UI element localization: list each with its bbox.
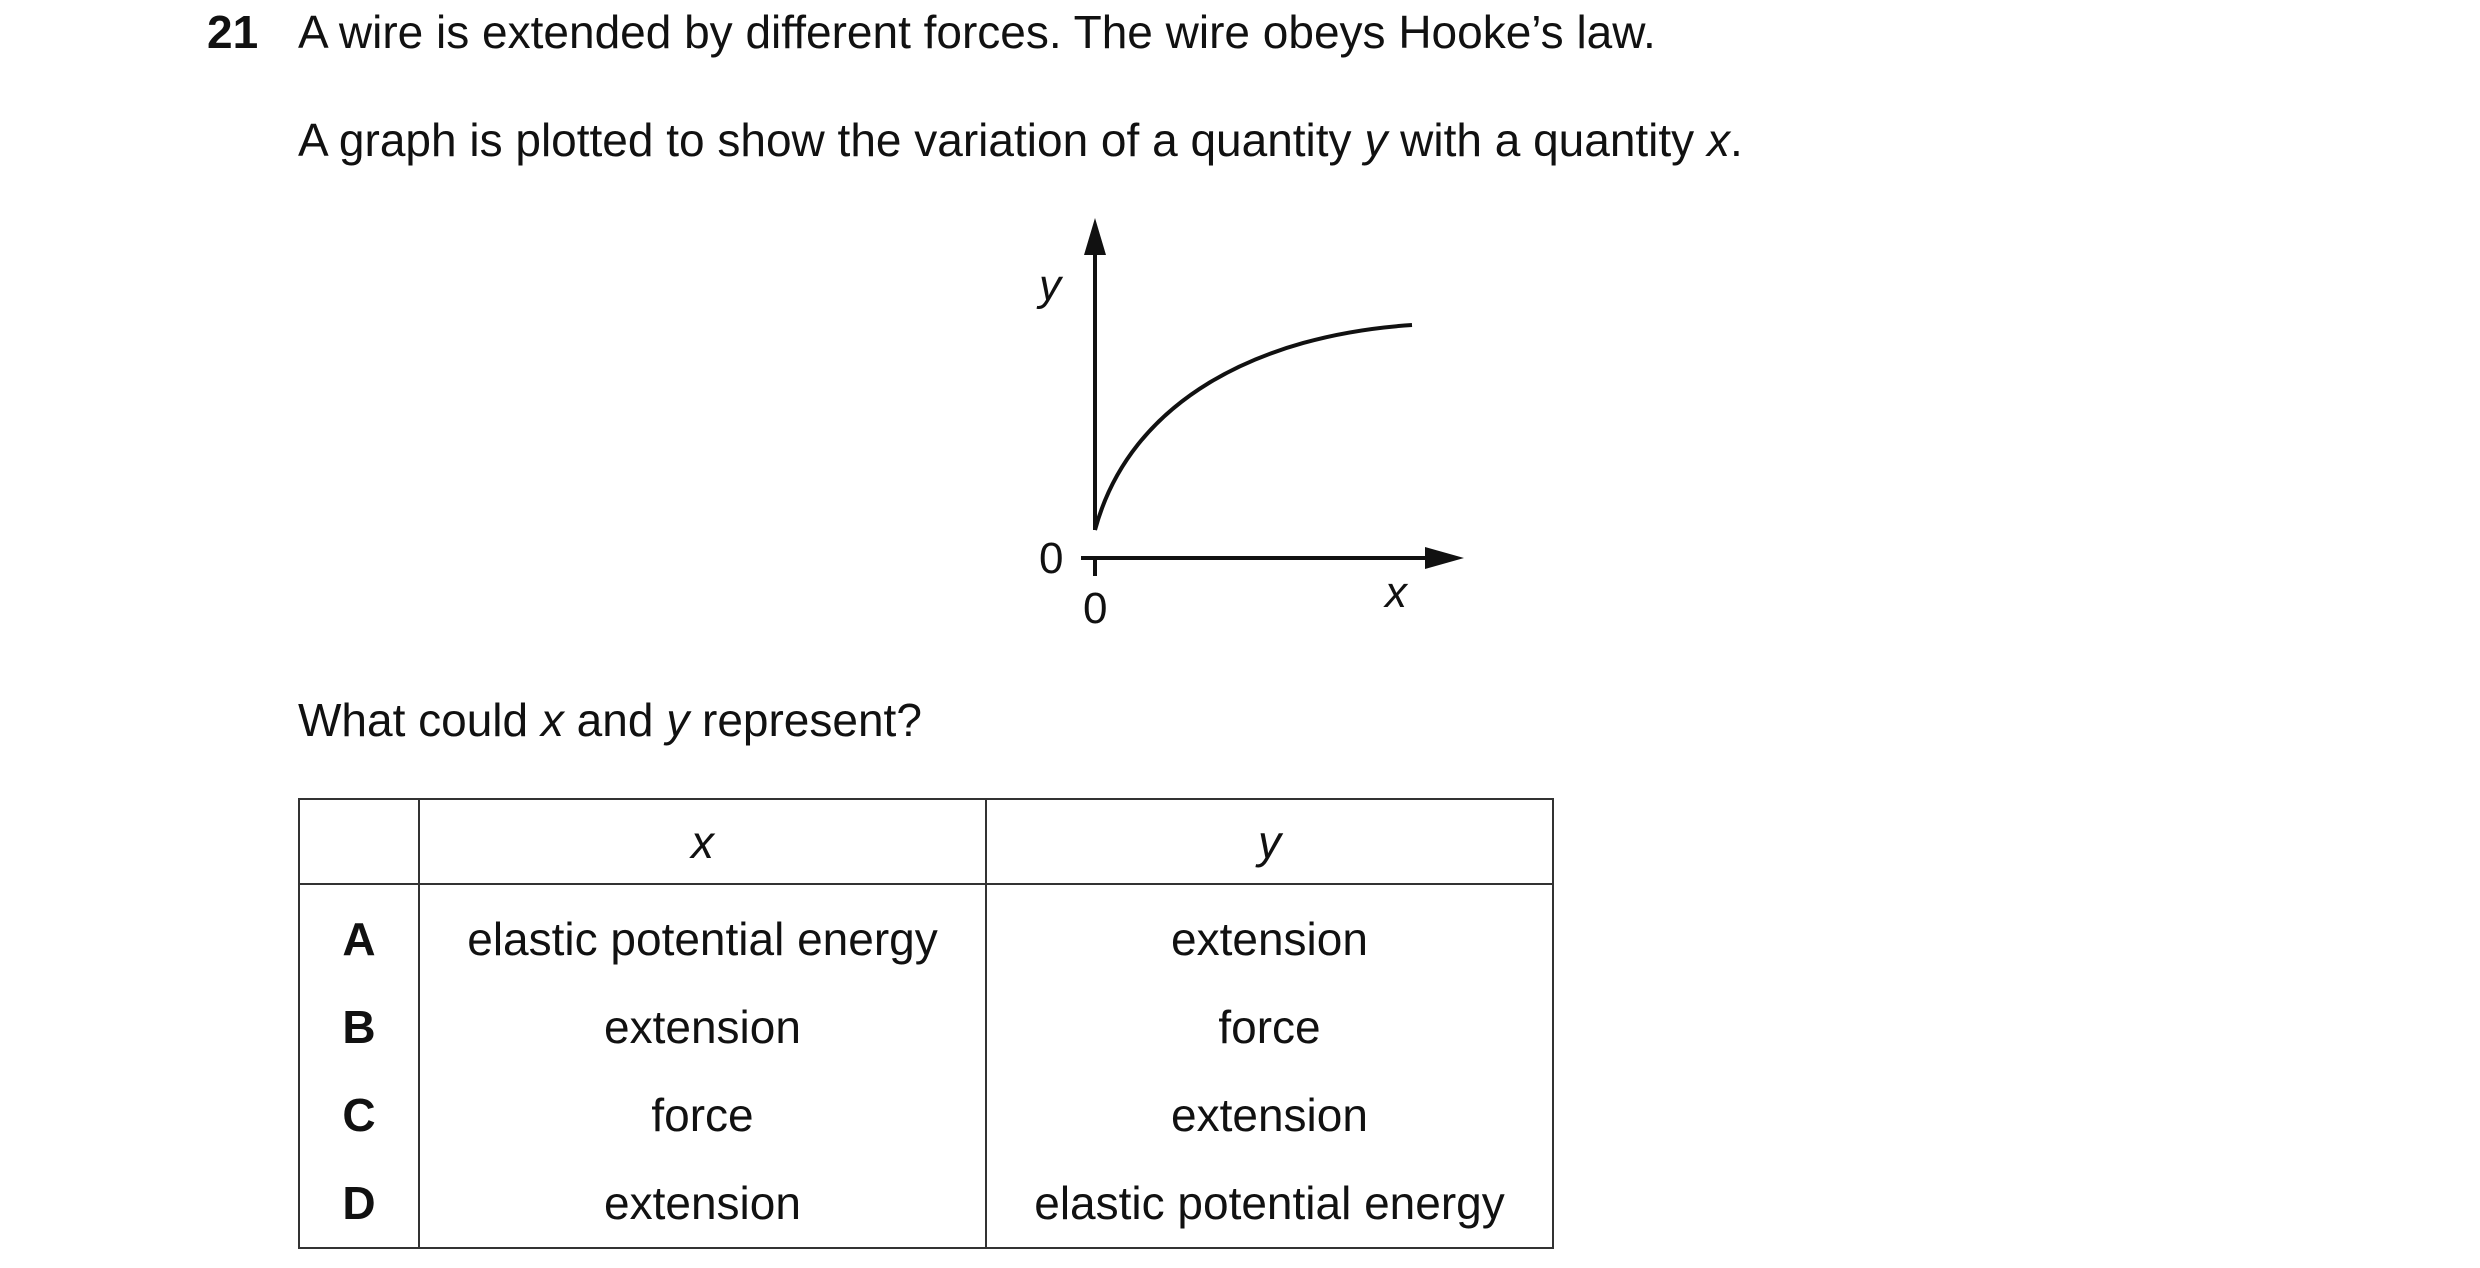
question-number: 21: [207, 6, 259, 58]
option-y-value: force: [986, 983, 1553, 1071]
option-letter: C: [299, 1071, 419, 1159]
option-y-value: extension: [986, 1071, 1553, 1159]
origin-x-label: 0: [1083, 584, 1108, 633]
option-letter: B: [299, 983, 419, 1071]
option-letter: A: [299, 884, 419, 983]
table-row: [299, 884, 1553, 983]
y-axis-label: y: [1039, 261, 1061, 310]
graph-description: A graph is plotted to show the variation of a quantity y with a quantity x.: [298, 114, 1743, 166]
options-table: [298, 798, 1554, 1249]
table-header-blank: [299, 799, 419, 884]
table-row: [299, 983, 1553, 1071]
option-letter: D: [299, 1159, 419, 1248]
table-header-y: y: [986, 799, 1553, 884]
question-prompt: What could x and y represent?: [298, 694, 922, 746]
option-x-value: elastic potential energy: [419, 884, 986, 983]
question-stem: A wire is extended by different forces. The wire obeys Hooke’s law.: [298, 6, 1656, 58]
option-y-value: extension: [986, 884, 1553, 983]
origin-y-label: 0: [1039, 534, 1064, 583]
table-row: [299, 1159, 1553, 1248]
option-x-value: extension: [419, 983, 986, 1071]
table-header-x: x: [419, 799, 986, 884]
x-axis-arrowhead: [1425, 547, 1464, 569]
option-x-value: force: [419, 1071, 986, 1159]
y-axis-arrowhead: [1084, 218, 1106, 255]
curve: [1095, 325, 1412, 530]
option-x-value: extension: [419, 1159, 986, 1248]
option-y-value: elastic potential energy: [986, 1159, 1553, 1248]
table-header-row: [299, 799, 1553, 884]
table-row: [299, 1071, 1553, 1159]
x-axis-label: x: [1385, 568, 1407, 617]
